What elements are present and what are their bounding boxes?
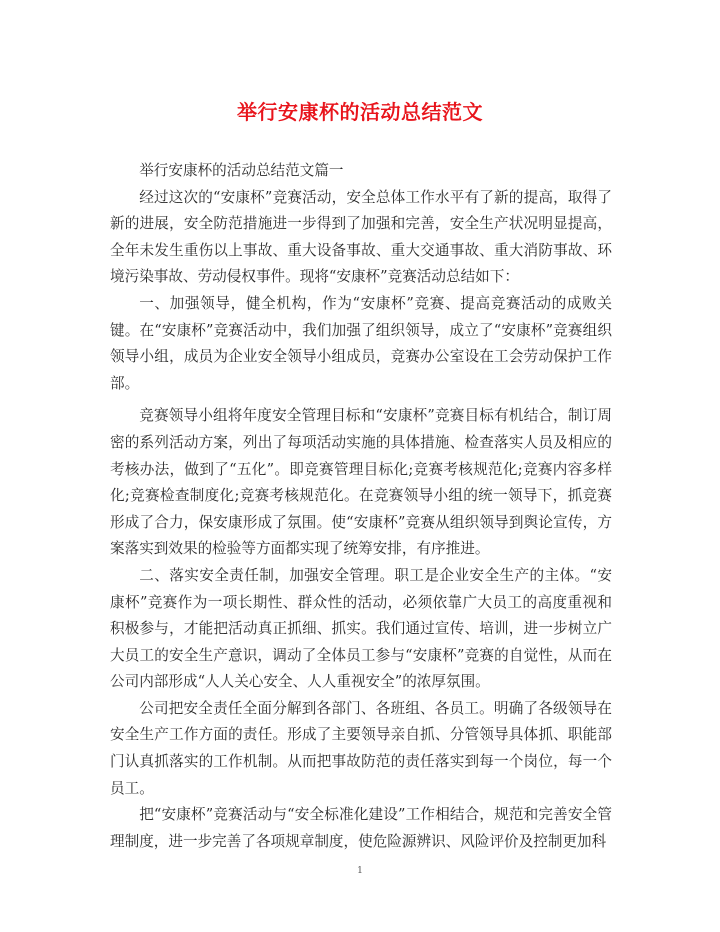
paragraph: 竞赛领导小组将年度安全管理目标和“安康杯”竞赛目标有机结合，制订周密的系列活动方案，列出了每项活动实施的具体措施、检查落实人员及相应的考核办法，做到了“五化”。即竞赛管理目标化;竞赛考核规范化;竞赛内容多样化;竞赛检查制度化;竞赛考核规范化。在竞赛领导小组的统一领导下，抓竞赛形成了合力，保安康形成了氛围。使“安康杯”竞赛从组织领导到舆论宣传，方案落实到效果的检验等方面都实现了统筹安排，有序推进。 [110, 407, 612, 558]
document-title: 举行安康杯的活动总结范文 [237, 100, 483, 124]
paragraph: 二、落实安全责任制，加强安全管理。职工是企业安全生产的主体。“安康杯”竞赛作为一项长期性、群众性的活动，必须依靠广大员工的高度重视和积极参与，才能把活动真正抓细、抓实。我们通过宣传、培训，进一步树立广大员工的安全生产意识，调动了全体员工参与“安康杯”竞赛的自觉性，从而在公司内部形成“人人关心安全、人人重视安全”的浓厚氛围。 [110, 566, 612, 691]
paragraph: 把“安康杯”竞赛活动与“安全标准化建设”工作相结合，规范和完善安全管理制度，进一步完善了各项规章制度，使危险源辨识、风险评价及控制更加科 [110, 806, 612, 850]
section-heading: 举行安康杯的活动总结范文篇一 [139, 162, 344, 179]
page-number: 1 [357, 866, 363, 876]
paragraph: 经过这次的“安康杯”竞赛活动，安全总体工作水平有了新的提高，取得了新的进展，安全防范措施进一步得到了加强和完善，安全生产状况明显提高，全年未发生重伤以上事故、重大设备事故、重大交通事故、重大消防事故、环境污染事故、劳动侵权事件。现将“安康杯”竞赛活动总结如下： [110, 188, 612, 286]
document-body [110, 158, 612, 855]
paragraph: 一、加强领导，健全机构，作为“安康杯”竞赛、提高竞赛活动的成败关键。在“安康杯”竞赛活动中，我们加强了组织领导，成立了“安康杯”竞赛组织领导小组，成员为企业安全领导小组成员，竞赛办公室设在工会劳动保护工作部。 [110, 294, 612, 392]
paragraph: 公司把安全责任全面分解到各部门、各班组、各员工。明确了各级领导在安全生产工作方面的责任。形成了主要领导亲自抓、分管领导具体抓、职能部门认真抓落实的工作机制。从而把事故防范的责任落实到每一个岗位，每一个员工。 [110, 699, 612, 797]
